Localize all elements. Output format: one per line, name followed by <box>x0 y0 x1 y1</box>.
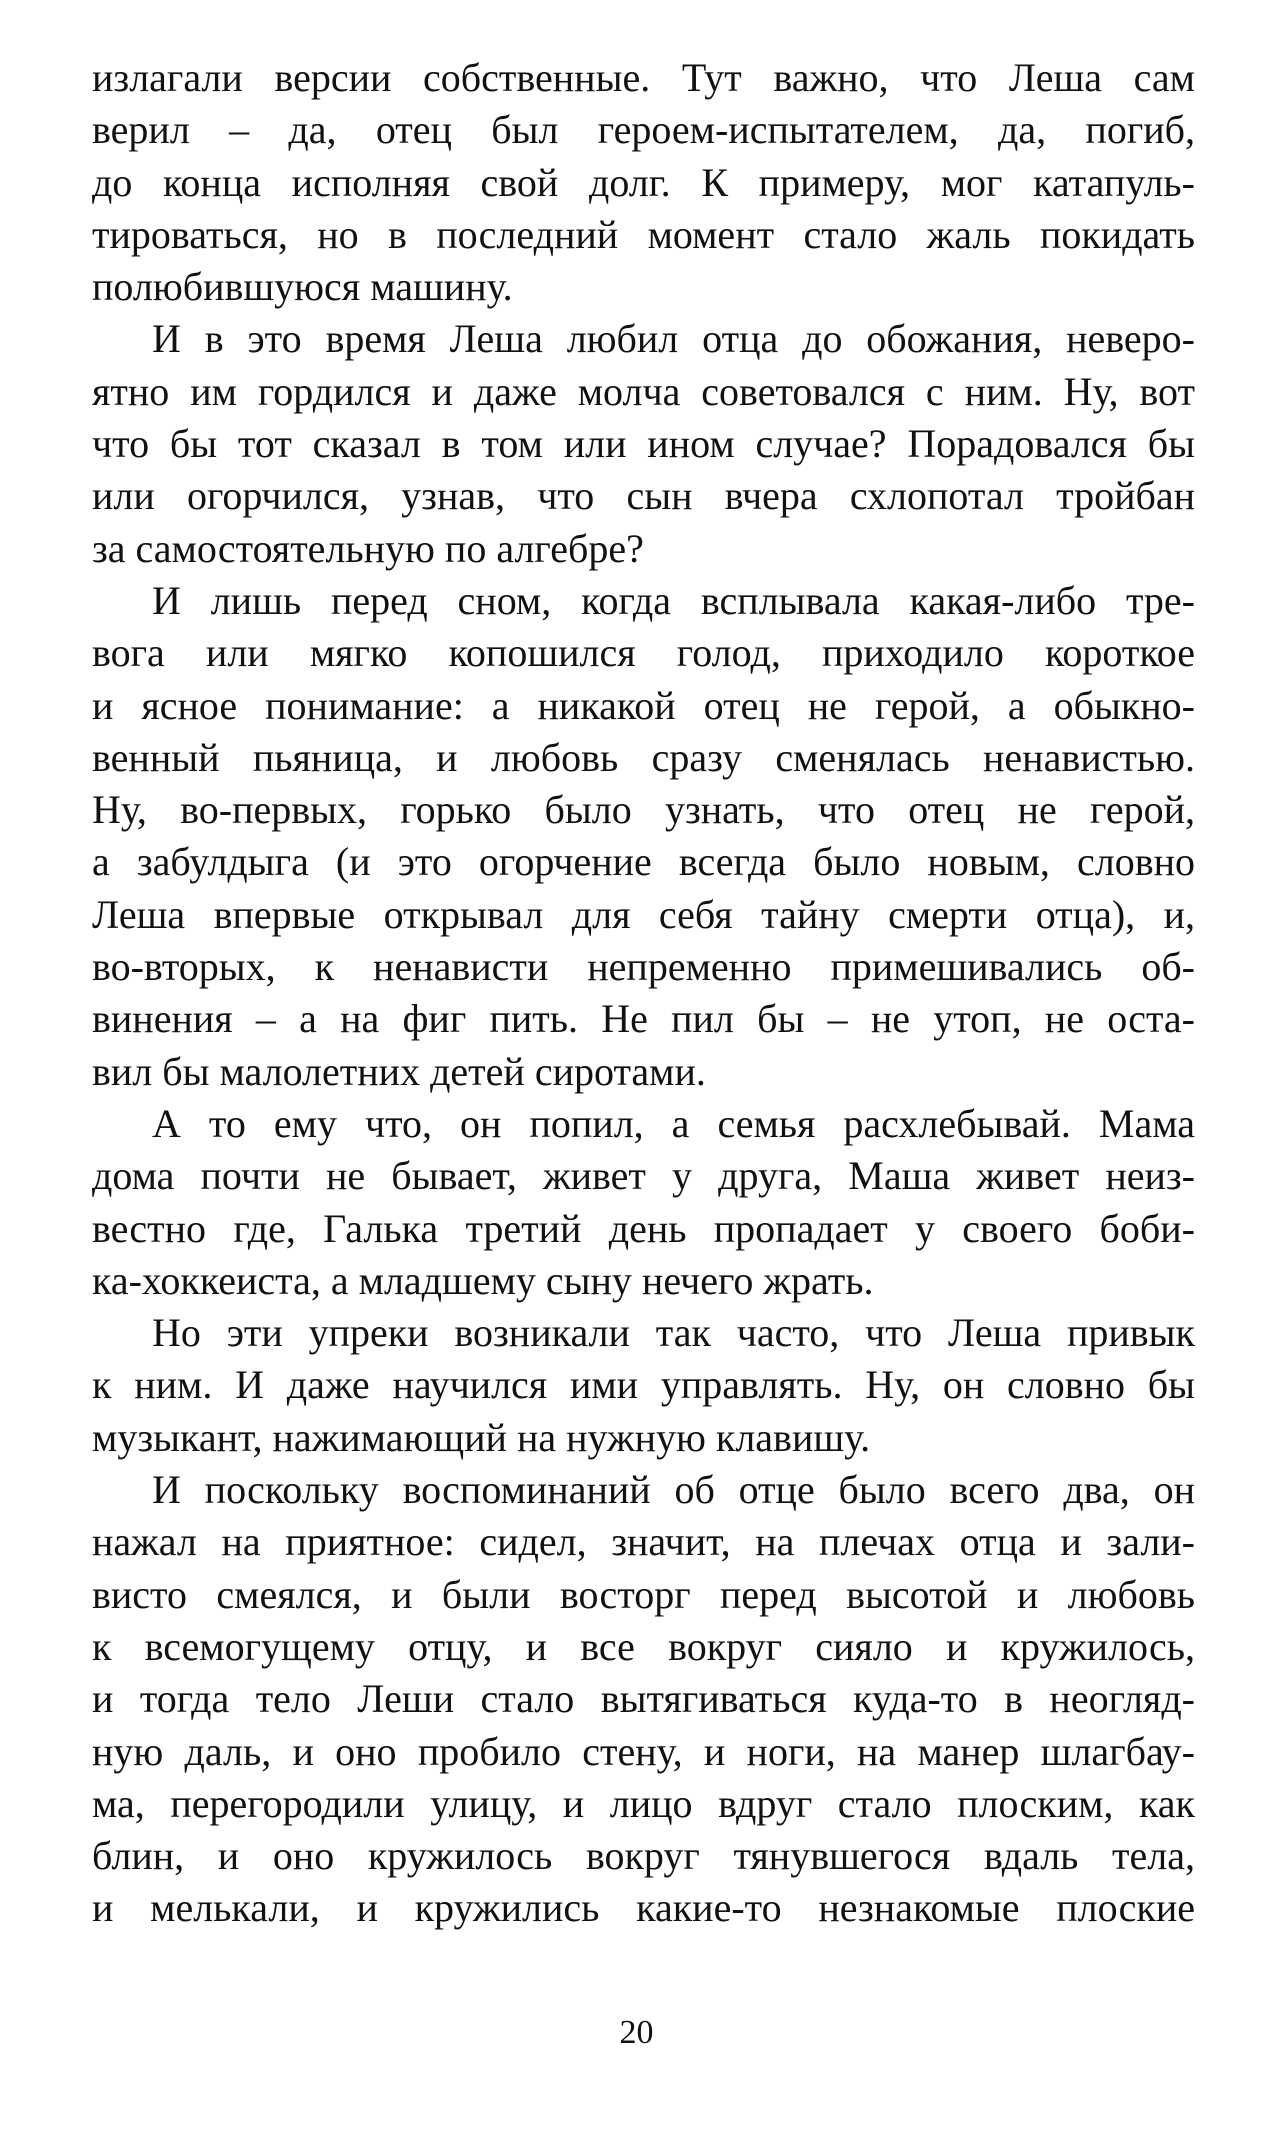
text-line: ка-хоккеиста, а младшему сыну нечего жрать. <box>92 1257 874 1303</box>
text-line: до конца исполняя свой долг. К примеру, мог катапуль- <box>92 159 1195 205</box>
text-line: или огорчился, узнав, что сын вчера схлопотал тройбан <box>92 473 1195 519</box>
text-line: и ясное понимание: а никакой отец не герой, а обыкно- <box>92 682 1195 728</box>
text-line: к ним. И даже научился ими управлять. Ну, он словно бы <box>92 1362 1195 1408</box>
text-line: излагали версии собственные. Тут важно, что Леша сам <box>92 55 1195 100</box>
paragraph <box>92 1464 1195 1935</box>
page-body <box>92 52 1195 1935</box>
text-line: вестно где, Галька третий день пропадает у своего боби- <box>92 1205 1195 1251</box>
paragraph <box>92 1098 1195 1307</box>
text-line: верил – да, отец был героем-испытателем, да, погиб, <box>92 107 1195 153</box>
text-line: дома почти не бывает, живет у друга, Маша живет неиз- <box>92 1153 1195 1199</box>
text-line: ма, перегородили улицу, и лицо вдруг стало плоским, как <box>92 1780 1195 1826</box>
text-line: музыкант, нажимающий на нужную клавишу. <box>92 1414 871 1460</box>
text-line: за самостоятельную по алгебре? <box>92 525 644 571</box>
paragraph <box>92 1307 1195 1464</box>
text-line: висто смеялся, и были восторг перед высотой и любовь <box>92 1571 1195 1617</box>
text-line: нажал на приятное: сидел, значит, на плечах отца и зали- <box>92 1519 1195 1565</box>
text-line: а забулдыга (и это огорчение всегда было новым, словно <box>92 839 1195 885</box>
text-line: Ну, во-первых, горько было узнать, что отец не герой, <box>92 787 1195 833</box>
text-line: винения – а на фиг пить. Не пил бы – не утоп, не оста- <box>92 996 1195 1042</box>
text-line: И поскольку воспоминаний об отце было всего два, он <box>152 1467 1195 1513</box>
text-line: Леша впервые открывал для себя тайну смерти отца), и, <box>92 891 1195 937</box>
text-line: что бы тот сказал в том или ином случае? Порадовался бы <box>92 421 1195 467</box>
text-line: полюбившуюся машину. <box>92 264 513 310</box>
text-line: и мелькали, и кружились какие-то незнакомые плоские <box>92 1885 1195 1931</box>
text-line: тироваться, но в последний момент стало жаль покидать <box>92 211 1195 257</box>
text-line: к всемогущему отцу, и все вокруг сияло и кружилось, <box>92 1623 1195 1669</box>
paragraph <box>92 52 1195 313</box>
page-number: 20 <box>619 2014 654 2051</box>
text-line: И лишь перед сном, когда всплывала какая-либо тре- <box>152 577 1195 623</box>
text-line: венный пьяница, и любовь сразу сменялась ненавистью. <box>92 734 1195 780</box>
text-line: ятно им гордился и даже молча советовался с ним. Ну, вот <box>92 368 1195 414</box>
text-line: Но эти упреки возникали так часто, что Леша привык <box>152 1310 1195 1356</box>
text-line: вога или мягко копошился голод, приходило короткое <box>92 630 1195 676</box>
text-line: А то ему что, он попил, а семья расхлебывай. Мама <box>152 1100 1195 1146</box>
text-line: блин, и оно кружилось вокруг тянувшегося вдаль тела, <box>92 1833 1195 1879</box>
paragraph <box>92 575 1195 1098</box>
text-line: и тогда тело Леши стало вытягиваться куда-то в неогляд- <box>92 1676 1195 1722</box>
text-line: во-вторых, к ненависти непременно примешивались об- <box>92 944 1195 990</box>
text-line: вил бы малолетних детей сиротами. <box>92 1048 706 1094</box>
text-line: ную даль, и оно пробило стену, и ноги, на манер шлагбау- <box>92 1728 1195 1774</box>
text-line: И в это время Леша любил отца до обожания, неверо- <box>152 316 1195 362</box>
paragraph <box>92 313 1195 574</box>
